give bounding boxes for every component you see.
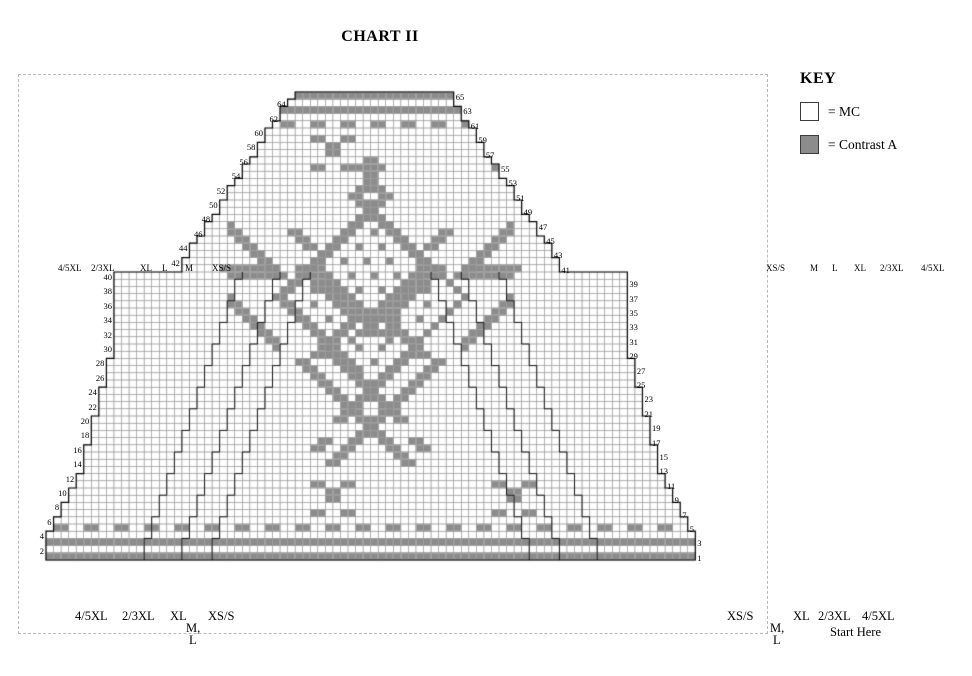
row-number-left: 54: [231, 171, 241, 182]
row-number-right: 47: [538, 221, 548, 232]
size-label-upper-right: M: [810, 262, 819, 273]
row-number-right: 21: [644, 408, 653, 419]
row-number-right: 9: [674, 495, 679, 506]
key-row-mc: [800, 102, 965, 121]
key-label-mc: = MC: [828, 103, 860, 119]
row-number-right: 53: [508, 178, 518, 189]
row-number-right: 39: [629, 279, 638, 290]
row-number-right: 15: [659, 452, 669, 462]
bottom-size-label: 4/5XL: [862, 609, 895, 623]
bottom-size-label: XS/S: [727, 609, 754, 623]
row-number-right: 31: [629, 336, 638, 347]
row-number-left: 32: [103, 329, 112, 340]
row-number-left: 14: [73, 459, 82, 470]
row-number-left: 16: [73, 444, 82, 455]
row-number-right: 55: [501, 164, 510, 174]
row-number-left: 50: [209, 200, 218, 210]
key-row-contrast-a: [800, 135, 965, 154]
bottom-size-label: 4/5XL: [75, 609, 108, 623]
row-number-left: 60: [254, 128, 263, 138]
row-number-right: 27: [636, 365, 646, 376]
row-number-right: 45: [546, 236, 555, 246]
start-here-label: Start Here: [830, 625, 882, 639]
row-number-left: 46: [194, 228, 203, 239]
row-number-right: 51: [516, 192, 525, 203]
bottom-size-label: L: [773, 633, 781, 647]
key-label-contrast-a: = Contrast A: [828, 136, 898, 152]
size-label-upper-left: L: [162, 262, 168, 273]
size-label-upper-left: M: [185, 262, 194, 273]
size-label-upper-right: XS/S: [766, 262, 786, 273]
row-number-right: 25: [636, 380, 646, 390]
chart-key: [800, 70, 965, 168]
size-label-upper-left: 4/5XL: [58, 262, 82, 273]
row-number-right: 65: [455, 92, 465, 102]
bottom-size-label: M,: [770, 621, 785, 635]
row-number-right: 33: [629, 322, 638, 333]
row-number-right: 17: [652, 437, 661, 448]
row-number-left: 30: [103, 344, 112, 354]
row-number-left: 24: [88, 387, 97, 398]
row-number-left: 18: [80, 430, 90, 441]
row-number-right: 3: [697, 538, 702, 549]
row-number-right: 35: [629, 308, 638, 318]
row-number-right: 29: [629, 351, 638, 362]
bottom-size-label: 2/3XL: [122, 609, 155, 623]
row-number-left: 8: [54, 502, 60, 513]
row-number-right: 13: [659, 466, 669, 477]
size-label-upper-right: 2/3XL: [880, 262, 904, 273]
contrast-a-swatch-icon: [800, 135, 819, 154]
row-number-right: 1: [697, 552, 702, 563]
size-label-upper-left: XL: [140, 262, 152, 273]
row-number-left: 38: [103, 286, 112, 297]
size-label-upper-right: L: [832, 262, 838, 273]
row-number-right: 37: [629, 293, 638, 304]
bottom-size-label: 2/3XL: [818, 609, 851, 623]
row-number-left: 34: [103, 315, 112, 326]
row-number-left: 48: [201, 214, 211, 225]
row-number-right: 41: [561, 264, 570, 275]
row-number-left: 26: [95, 372, 105, 383]
row-number-left: 10: [58, 488, 67, 498]
row-number-left: 12: [65, 473, 75, 484]
row-number-left: 44: [178, 243, 188, 254]
row-number-right: 57: [485, 149, 495, 160]
row-number-right: 59: [478, 135, 487, 146]
bottom-size-label: L: [189, 633, 197, 647]
size-label-upper-right: 4/5XL: [921, 262, 945, 273]
row-number-left: 36: [103, 300, 112, 311]
row-number-left: 62: [269, 113, 279, 124]
row-number-left: 40: [103, 272, 112, 282]
row-number-left: 28: [95, 358, 105, 369]
row-number-left: 22: [88, 401, 97, 412]
row-number-left: 2: [39, 545, 44, 556]
row-number-left: 64: [277, 99, 286, 110]
row-number-right: 49: [523, 207, 533, 218]
row-number-right: 7: [682, 509, 687, 520]
row-number-right: 61: [470, 120, 480, 131]
size-label-upper-left: XS/S: [212, 262, 232, 273]
knitting-chart-grid: [18, 74, 768, 634]
row-number-right: 5: [689, 524, 694, 534]
key-heading: KEY: [800, 70, 837, 87]
row-number-right: 43: [553, 250, 563, 261]
bottom-size-label: XL: [793, 609, 810, 623]
row-number-left: 6: [47, 516, 52, 527]
row-number-left: 42: [171, 257, 180, 268]
row-number-right: 23: [644, 394, 653, 405]
bottom-size-label: M,: [186, 621, 201, 635]
bottom-size-label: XS/S: [208, 609, 235, 623]
bottom-size-label: XL: [170, 609, 187, 623]
row-number-left: 52: [216, 185, 226, 196]
row-number-right: 63: [463, 106, 472, 117]
row-number-left: 56: [239, 156, 248, 167]
row-number-left: 4: [39, 531, 44, 542]
row-number-right: 11: [667, 480, 676, 491]
size-label-upper-left: 2/3XL: [91, 262, 115, 273]
row-number-right: 19: [652, 423, 661, 434]
mc-swatch-icon: [800, 102, 819, 121]
page-title: CHART II: [341, 28, 419, 45]
row-number-left: 20: [80, 416, 90, 426]
size-label-upper-right: XL: [854, 262, 866, 273]
row-number-left: 58: [246, 142, 256, 153]
